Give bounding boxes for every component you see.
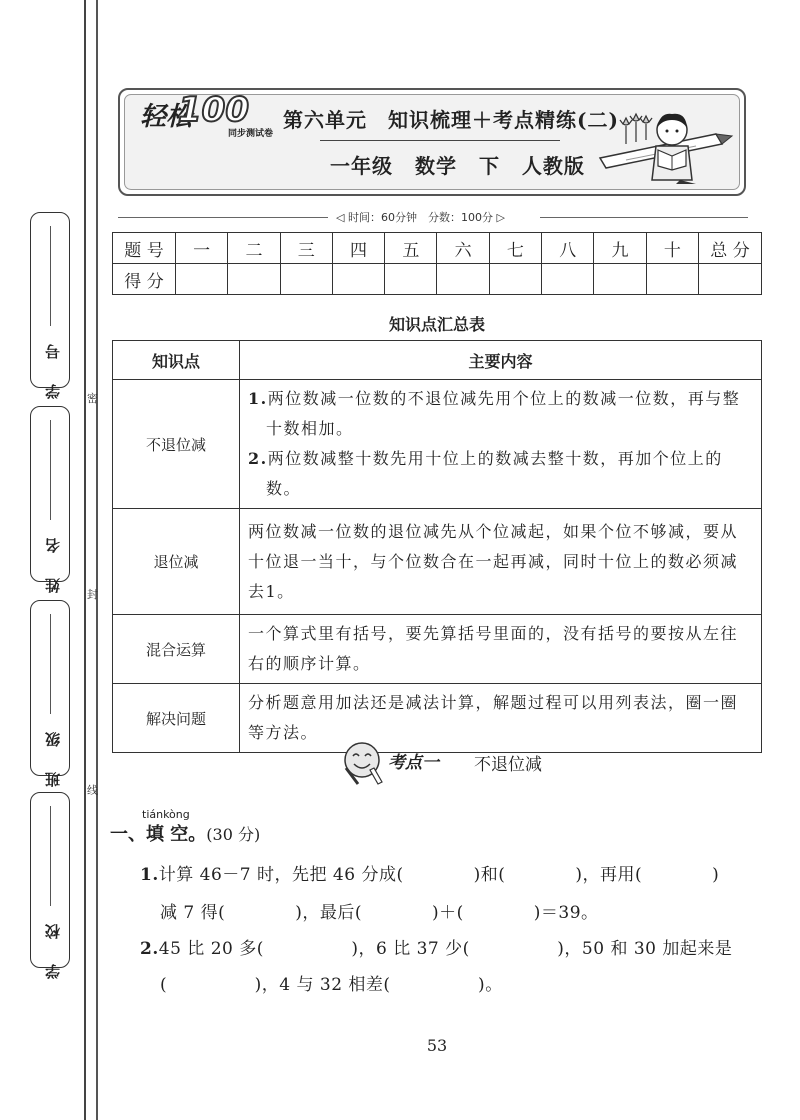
content-item xyxy=(248,444,753,504)
summary-col-content: 主要内容 xyxy=(240,341,762,380)
logo-text: 轻松 xyxy=(140,102,193,132)
title-divider xyxy=(320,140,560,141)
info-rule-right xyxy=(540,217,748,218)
exam-info: ◁ 时间：60分钟 分数：100分 ▷ xyxy=(336,211,505,224)
topic-cell: 解决问题 xyxy=(113,684,240,753)
score-cell[interactable] xyxy=(437,264,489,295)
pinyin-annotation: tiánkòng xyxy=(142,808,190,821)
student-id-write-line[interactable] xyxy=(50,226,51,326)
col-10: 十 xyxy=(646,233,698,264)
col-total: 总 分 xyxy=(699,233,762,264)
item-text: 两位数减整十数先用十位上的数减去整十数，再加个位上的数。 xyxy=(266,449,723,498)
col-2: 二 xyxy=(228,233,280,264)
content-item xyxy=(248,384,753,444)
summary-row xyxy=(113,615,762,684)
seal-char-mi: 密 xyxy=(87,392,98,405)
score-cell[interactable] xyxy=(594,264,646,295)
summary-row xyxy=(113,380,762,509)
smiley-pencil-icon xyxy=(340,738,388,788)
grade: 一年级 xyxy=(330,154,393,178)
school-write-line[interactable] xyxy=(50,806,51,906)
item-number: 2. xyxy=(248,449,268,468)
row-label-question-no: 题 号 xyxy=(113,233,176,264)
score-cell[interactable] xyxy=(280,264,332,295)
question-number: 2. xyxy=(140,939,159,959)
content-cell xyxy=(240,380,762,509)
question-heading xyxy=(110,820,260,846)
binding-line-outer xyxy=(84,0,86,1120)
question-points: (30 分) xyxy=(206,825,261,844)
summary-row xyxy=(113,509,762,615)
question-1-line-2[interactable]: 减 7 得( )，最后( )＋( )＝39。 xyxy=(160,903,599,923)
tulip-icons xyxy=(620,114,652,144)
info-rule-left xyxy=(118,217,328,218)
score-table-score-row xyxy=(113,264,762,295)
summary-col-topic: 知识点 xyxy=(113,341,240,380)
name-label: 姓 名 xyxy=(44,528,62,594)
question-heading-text: 一、填 空。 xyxy=(110,824,207,845)
class-write-line[interactable] xyxy=(50,614,51,714)
col-9: 九 xyxy=(594,233,646,264)
content-cell: 一个算式里有括号，要先算括号里面的，没有括号的要按从左往右的顺序计算。 xyxy=(240,615,762,684)
content-cell: 分析题意用加法还是减法计算，解题过程可以用列表法，圈一圈等方法。 xyxy=(240,684,762,753)
class-label: 班 级 xyxy=(44,722,62,788)
edition: 人教版 xyxy=(521,154,585,178)
score-table-header-row xyxy=(113,233,762,264)
question-text[interactable]: 45 比 20 多( )，6 比 37 少( )，50 和 30 加起来是 xyxy=(158,939,733,959)
question-text[interactable]: 计算 46－7 时，先把 46 分成( )和( )，再用( ) xyxy=(158,865,720,885)
term: 下 xyxy=(478,154,500,178)
section-badge: 考点一 xyxy=(388,753,439,773)
col-8: 八 xyxy=(542,233,594,264)
topic-cell: 混合运算 xyxy=(113,615,240,684)
score-cell[interactable] xyxy=(542,264,594,295)
boy-reading-illustration xyxy=(596,100,736,186)
score-cell[interactable] xyxy=(176,264,228,295)
summary-table xyxy=(112,340,762,753)
question-1-line-1 xyxy=(140,860,719,885)
item-number: 1. xyxy=(248,389,268,408)
exam-info-text: 时间：60分钟 分数：100分 xyxy=(347,211,493,224)
topic-cell: 退位减 xyxy=(113,509,240,615)
topic-cell: 不退位减 xyxy=(113,380,240,509)
score-cell[interactable] xyxy=(646,264,698,295)
col-5: 五 xyxy=(385,233,437,264)
unit-title: 第六单元 知识梳理＋考点精练(二) xyxy=(283,108,619,132)
summary-row xyxy=(113,684,762,753)
col-7: 七 xyxy=(489,233,541,264)
school-label: 学 校 xyxy=(44,914,62,980)
row-label-score: 得 分 xyxy=(113,264,176,295)
section-title: 不退位减 xyxy=(474,755,542,775)
item-text: 两位数减一位数的不退位减先用个位上的数减一位数，再与整十数相加。 xyxy=(266,389,741,438)
logo-number: 100 xyxy=(178,90,249,130)
page-number: 53 xyxy=(426,1036,448,1055)
col-3: 三 xyxy=(280,233,332,264)
score-cell-total[interactable] xyxy=(699,264,762,295)
col-1: 一 xyxy=(176,233,228,264)
name-write-line[interactable] xyxy=(50,420,51,520)
score-cell[interactable] xyxy=(228,264,280,295)
question-2-line-2[interactable]: ( )，4 与 32 相差( )。 xyxy=(160,975,503,995)
binding-line-inner xyxy=(96,0,98,1120)
col-4: 四 xyxy=(332,233,384,264)
grade-line xyxy=(330,150,599,179)
seal-char-feng: 封 xyxy=(87,588,98,601)
content-cell: 两位数减一位数的退位减先从个位减起，如果个位不够减，要从十位退一当十，与个位数合在一起再减，同时十位上的数必须减去1。 xyxy=(240,509,762,615)
score-cell[interactable] xyxy=(332,264,384,295)
student-id-label: 学 号 xyxy=(44,334,62,400)
logo-subtitle: 同步测试卷 xyxy=(228,129,274,139)
score-cell[interactable] xyxy=(489,264,541,295)
question-number: 1. xyxy=(140,865,159,885)
summary-title: 知识点汇总表 xyxy=(388,315,485,334)
score-table xyxy=(112,232,762,295)
col-6: 六 xyxy=(437,233,489,264)
question-2-line-1 xyxy=(140,934,732,959)
seal-char-xian: 线 xyxy=(87,784,98,797)
subject: 数学 xyxy=(414,154,457,178)
summary-header-row xyxy=(113,341,762,380)
score-cell[interactable] xyxy=(385,264,437,295)
